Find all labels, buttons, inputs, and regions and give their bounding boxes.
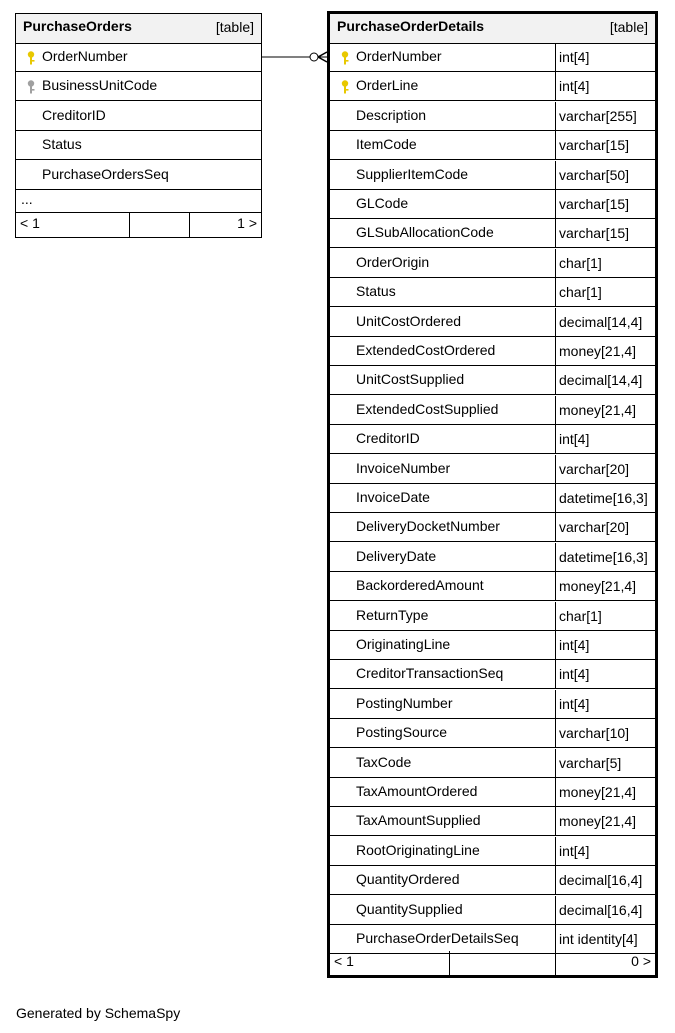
parent-count: < 1 bbox=[334, 953, 354, 969]
column-name: ItemCode bbox=[356, 136, 417, 153]
column-name: PostingNumber bbox=[356, 694, 453, 711]
column-type: datetime[16,3] bbox=[555, 484, 655, 512]
column-type: int[4] bbox=[555, 425, 655, 453]
column-name: Description bbox=[356, 106, 427, 123]
column-type: varchar[20] bbox=[555, 455, 655, 483]
column-name: QuantitySupplied bbox=[356, 900, 463, 917]
child-count: 0 > bbox=[631, 953, 651, 969]
column-name: DeliveryDate bbox=[356, 547, 437, 564]
column-type: varchar[15] bbox=[555, 219, 655, 247]
column-type: int[4] bbox=[555, 72, 655, 100]
column-name: OrderNumber bbox=[356, 48, 442, 64]
ellipsis: ... bbox=[21, 191, 33, 207]
column-name: SupplierItemCode bbox=[356, 165, 469, 182]
column-type: varchar[20] bbox=[555, 513, 655, 541]
column-name: OriginatingLine bbox=[356, 636, 451, 652]
column-name: CreditorID bbox=[356, 430, 420, 447]
column-type: decimal[14,4] bbox=[555, 366, 655, 394]
column-name: DeliveryDocketNumber bbox=[356, 518, 500, 535]
column-name: TaxCode bbox=[356, 753, 412, 770]
column-type: char[1] bbox=[555, 278, 655, 306]
column-type: int[4] bbox=[555, 837, 655, 865]
generated-by-caption: Generated by SchemaSpy bbox=[16, 1005, 181, 1021]
column-name: TaxAmountSupplied bbox=[356, 812, 481, 829]
column-name: CreditorTransactionSeq bbox=[356, 665, 504, 682]
column-name: GLSubAllocationCode bbox=[356, 224, 494, 241]
column-type: decimal[16,4] bbox=[555, 866, 655, 894]
column-type: int[4] bbox=[555, 631, 655, 659]
column-name: CreditorID bbox=[42, 106, 106, 123]
column-type: money[21,4] bbox=[555, 337, 655, 365]
column-type: money[21,4] bbox=[555, 572, 655, 600]
column-type: int[4] bbox=[555, 660, 655, 688]
column-name: ExtendedCostOrdered bbox=[356, 342, 496, 358]
column-name: GLCode bbox=[356, 195, 409, 211]
column-type: datetime[16,3] bbox=[555, 543, 655, 571]
column-name: ReturnType bbox=[356, 606, 429, 623]
column-type: varchar[50] bbox=[555, 161, 655, 189]
zero-cardinality-circle bbox=[310, 53, 318, 61]
column-name: InvoiceDate bbox=[356, 489, 430, 505]
column-name: PostingSource bbox=[356, 724, 448, 741]
column-name: BusinessUnitCode bbox=[42, 77, 158, 94]
column-type: int[4] bbox=[555, 43, 655, 71]
column-type: decimal[14,4] bbox=[555, 308, 655, 336]
column-name: InvoiceNumber bbox=[356, 459, 451, 476]
column-type: money[21,4] bbox=[555, 807, 655, 835]
column-type: varchar[15] bbox=[555, 131, 655, 159]
column-type: money[21,4] bbox=[555, 396, 655, 424]
column-name: QuantityOrdered bbox=[356, 871, 460, 888]
column-name: OrderLine bbox=[356, 77, 419, 94]
column-type: decimal[16,4] bbox=[555, 896, 655, 924]
column-type: varchar[10] bbox=[555, 719, 655, 747]
column-name: RootOriginatingLine bbox=[356, 841, 480, 858]
table-name: PurchaseOrderDetails bbox=[337, 18, 485, 34]
column-name: BackorderedAmount bbox=[356, 577, 484, 594]
table-tag: [table] bbox=[609, 19, 648, 35]
crows-foot-lower bbox=[318, 57, 327, 62]
column-type: char[1] bbox=[555, 602, 655, 630]
column-name: PurchaseOrdersSeq bbox=[42, 165, 169, 182]
column-type: char[1] bbox=[555, 249, 655, 277]
column-name: TaxAmountOrdered bbox=[356, 783, 478, 799]
column-type: money[21,4] bbox=[555, 778, 655, 806]
column-name: Status bbox=[356, 283, 396, 300]
column-name: OrderOrigin bbox=[356, 253, 430, 270]
column-type: int identity[4] bbox=[555, 925, 655, 953]
column-type: varchar[15] bbox=[555, 190, 655, 218]
column-name: ExtendedCostSupplied bbox=[356, 400, 499, 417]
column-name: UnitCostSupplied bbox=[356, 371, 465, 388]
column-type: varchar[255] bbox=[555, 102, 655, 130]
table-name: PurchaseOrders bbox=[23, 18, 132, 34]
column-name: PurchaseOrderDetailsSeq bbox=[356, 930, 519, 946]
column-name: UnitCostOrdered bbox=[356, 312, 462, 329]
parent-count: < 1 bbox=[20, 215, 40, 231]
child-count: 1 > bbox=[237, 215, 257, 231]
column-name: OrderNumber bbox=[42, 48, 128, 64]
column-type: varchar[5] bbox=[555, 749, 655, 777]
crows-foot-upper bbox=[318, 52, 327, 57]
column-name: Status bbox=[42, 136, 82, 153]
column-type: int[4] bbox=[555, 690, 655, 718]
table-tag: [table] bbox=[215, 19, 254, 35]
